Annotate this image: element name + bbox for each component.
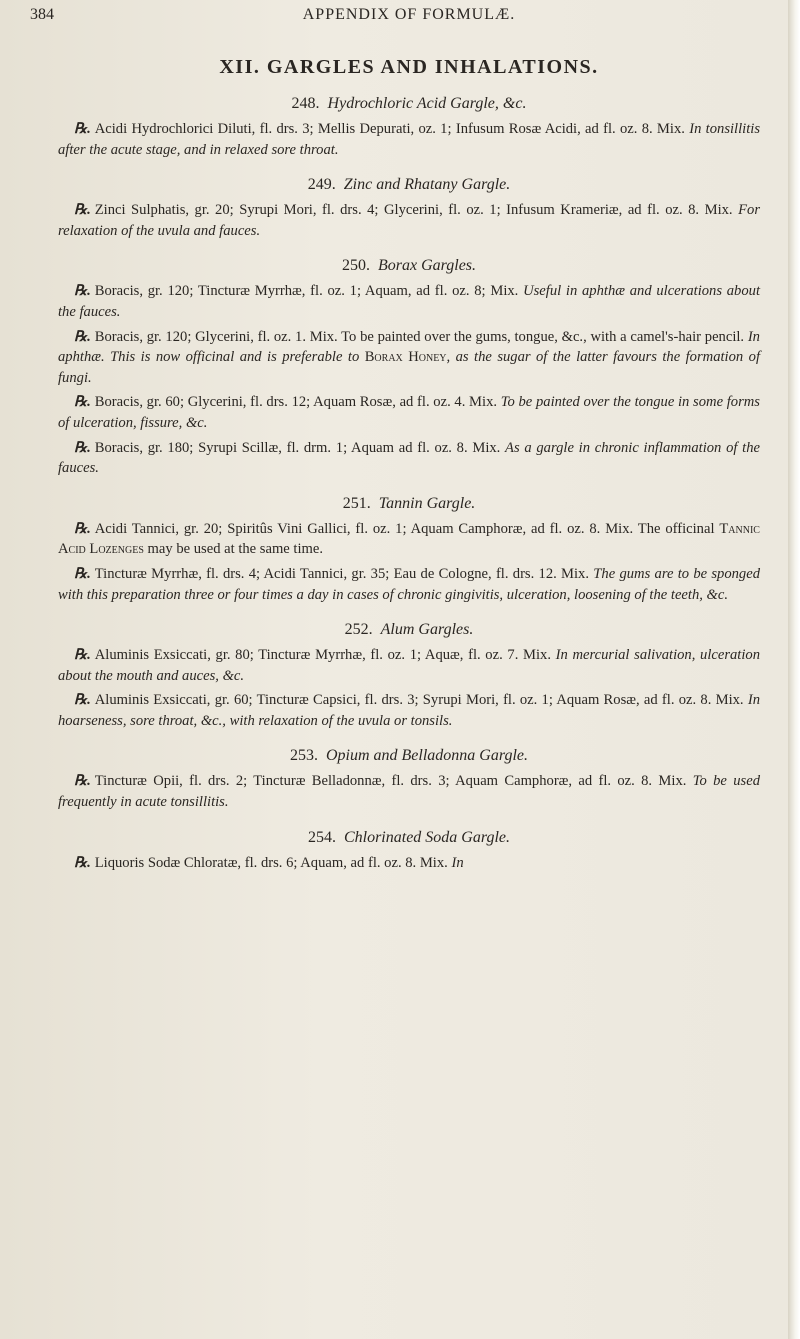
recipe-section bbox=[58, 621, 760, 731]
running-head bbox=[30, 0, 760, 44]
prescription-entry bbox=[58, 281, 760, 322]
prescription-text: Boracis, gr. 180; Syrupi Scillæ, fl. drm. 1; Aquam ad fl. oz. 8. Mix. bbox=[94, 439, 501, 456]
recipe-number: 249. bbox=[307, 176, 336, 194]
rx-symbol: ℞. bbox=[74, 647, 91, 664]
cross-reference: Borax Honey bbox=[364, 349, 447, 366]
usage-note-end: , as the sugar of the latter favours the formation of fungi. bbox=[58, 349, 760, 386]
rx-symbol: ℞. bbox=[74, 565, 91, 582]
rx-symbol: ℞. bbox=[74, 692, 91, 709]
prescription-entry bbox=[58, 564, 760, 605]
prescription-text: Aluminis Exsiccati, gr. 80; Tincturæ Myrrhæ, fl. oz. 1; Aquæ, fl. oz. 7. Mix. bbox=[94, 647, 551, 664]
prescription-entry bbox=[58, 519, 760, 560]
prescription-entry bbox=[58, 119, 760, 160]
cross-reference: Tannic Acid Lozenges bbox=[58, 520, 760, 558]
recipe-section bbox=[58, 747, 760, 812]
prescription-text: Tincturæ Myrrhæ, fl. drs. 4; Acidi Tannici, gr. 35; Eau de Cologne, fl. drs. 12. Mix. bbox=[94, 565, 590, 582]
recipe-number: 252. bbox=[344, 621, 373, 639]
chapter-title: XII. GARGLES AND INHALATIONS. bbox=[219, 56, 599, 78]
prescription-entry bbox=[58, 690, 760, 731]
usage-note: To be used frequently in acute tonsillitis. bbox=[58, 773, 760, 811]
rx-symbol: ℞. bbox=[74, 328, 91, 345]
prescription-entry bbox=[58, 771, 760, 812]
prescription-entry bbox=[58, 392, 760, 433]
prescription-text: Boracis, gr. 120; Tincturæ Myrrhæ, fl. oz. 1; Aquam, ad fl. oz. 8; Mix. bbox=[94, 283, 519, 300]
recipe-heading bbox=[58, 621, 760, 639]
recipe-title: Zinc and Rhatany Gargle. bbox=[343, 176, 511, 194]
running-title: APPENDIX OF FORMULÆ. bbox=[302, 6, 516, 23]
prescription-entry bbox=[58, 438, 760, 479]
recipe-title: Opium and Belladonna Gargle. bbox=[325, 747, 529, 765]
recipe-heading bbox=[58, 829, 760, 847]
prescription-text: Acidi Tannici, gr. 20; Spiritûs Vini Gallici, fl. oz. 1; Aquam Camphoræ, ad fl. oz. 8. Mix. The officinal bbox=[94, 520, 715, 537]
usage-note: To be painted over the tongue in some forms of ulceration, fissure, &c. bbox=[58, 394, 760, 431]
prescription-text: Aluminis Exsiccati, gr. 60; Tincturæ Capsici, fl. drs. 3; Syrupi Mori, fl. oz. 1; Aquam Rosæ, ad fl. oz. 8. Mix. bbox=[94, 692, 744, 709]
recipe-title: Tannin Gargle. bbox=[378, 494, 476, 512]
prescription-entry bbox=[58, 327, 760, 389]
recipe-title: Alum Gargles. bbox=[380, 621, 474, 639]
recipe-section bbox=[58, 257, 760, 478]
recipe-heading bbox=[58, 747, 760, 765]
recipe-section bbox=[58, 495, 760, 605]
rx-symbol: ℞. bbox=[74, 854, 91, 871]
usage-note: In mercurial salivation, ulceration about the mouth and auces, &c. bbox=[58, 647, 761, 684]
recipe-list bbox=[58, 95, 760, 873]
usage-note: In tonsillitis after the acute stage, and in relaxed sore throat. bbox=[58, 121, 761, 158]
recipe-title: Borax Gargles. bbox=[377, 257, 477, 275]
recipe-number: 248. bbox=[291, 95, 320, 112]
recipe-number: 250. bbox=[341, 257, 370, 275]
prescription-text: Zinci Sulphatis, gr. 20; Syrupi Mori, fl. drs. 4; Glycerini, fl. oz. 1; Infusum Krameriæ, ad fl. oz. 8. Mix. bbox=[94, 202, 733, 219]
prescription-text: Acidi Hydrochlorici Diluti, fl. drs. 3; Mellis Depurati, oz. 1; Infusum Rosæ Acidi, ad fl. oz. 8. Mix. bbox=[94, 121, 685, 137]
prescription-entry bbox=[58, 645, 760, 686]
recipe-number: 251. bbox=[342, 494, 371, 512]
rx-symbol: ℞. bbox=[74, 202, 91, 219]
rx-symbol: ℞. bbox=[74, 394, 91, 411]
recipe-heading bbox=[58, 176, 760, 194]
usage-note: The gums are to be sponged with this preparation three or four times a day in cases of chronic gingivitis, ulceration, loosening of the teeth, &c. bbox=[58, 565, 761, 603]
recipe-title: Hydrochloric Acid Gargle, &c. bbox=[327, 95, 527, 112]
prescription-entry bbox=[58, 200, 760, 241]
rx-symbol: ℞. bbox=[74, 439, 91, 456]
recipe-title: Chlorinated Soda Gargle. bbox=[343, 828, 511, 846]
prescription-text: Tincturæ Opii, fl. drs. 2; Tincturæ Belladonnæ, fl. drs. 3; Aquam Camphoræ, ad fl. oz. 8. Mix. bbox=[94, 773, 687, 790]
rx-symbol: ℞. bbox=[74, 773, 91, 790]
recipe-number: 254. bbox=[307, 828, 336, 846]
prescription-entry bbox=[58, 853, 760, 874]
page-number: 384 bbox=[30, 6, 54, 23]
recipe-section bbox=[58, 95, 760, 160]
usage-note: For relaxation of the uvula and fauces. bbox=[58, 202, 760, 239]
usage-note: In aphthæ. This is now officinal and is preferable to bbox=[58, 328, 760, 366]
rx-symbol: ℞. bbox=[74, 283, 91, 300]
recipe-heading bbox=[58, 257, 760, 275]
usage-note: In bbox=[451, 854, 464, 871]
usage-note-end: may be used at the same time. bbox=[143, 541, 324, 558]
prescription-text: Boracis, gr. 120; Glycerini, fl. oz. 1. Mix. To be painted over the gums, tongue, &c., with a camel's-hair pencil. bbox=[94, 328, 745, 345]
recipe-number: 253. bbox=[289, 747, 318, 765]
recipe-heading bbox=[58, 95, 760, 113]
usage-note: Useful in aphthæ and ulcerations about the fauces. bbox=[58, 283, 760, 320]
recipe-section bbox=[58, 176, 760, 241]
rx-symbol: ℞. bbox=[74, 121, 91, 137]
recipe-section bbox=[58, 829, 760, 874]
prescription-text: Liquoris Sodæ Chloratæ, fl. drs. 6; Aquam, ad fl. oz. 8. Mix. bbox=[94, 854, 448, 871]
page-edge bbox=[788, 0, 800, 1339]
recipe-heading bbox=[58, 495, 760, 513]
prescription-text: Boracis, gr. 60; Glycerini, fl. drs. 12; Aquam Rosæ, ad fl. oz. 4. Mix. bbox=[94, 394, 498, 411]
rx-symbol: ℞. bbox=[74, 520, 91, 537]
usage-note: In hoarseness, sore throat, &c., with relaxation of the uvula or tonsils. bbox=[58, 692, 760, 729]
usage-note: As a gargle in chronic inflammation of the fauces. bbox=[58, 439, 760, 477]
